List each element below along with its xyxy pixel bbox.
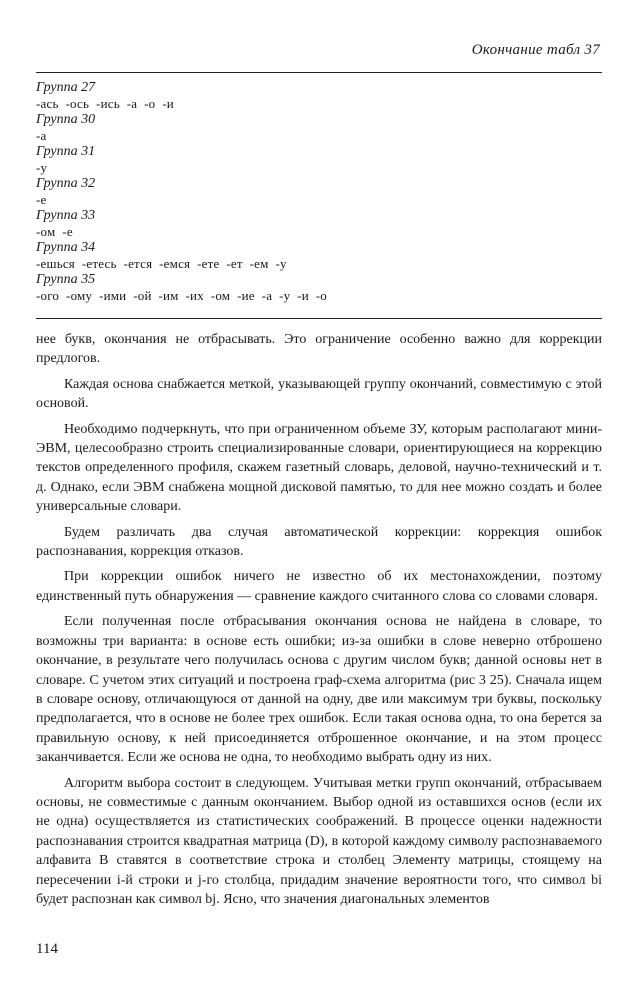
group-endings: -у <box>36 160 48 175</box>
group-title: Группа 30 <box>36 112 96 127</box>
paragraph: нее букв, окончания не отбрасывать. Это ограничение особенно важно для коррекции предлогов. <box>36 332 602 367</box>
group-endings: -ешься -етесь -ется -емся -ете -ет -ем -у <box>36 256 287 271</box>
group-title: Группа 27 <box>36 80 96 95</box>
group-row <box>36 176 602 208</box>
paragraph: Алгоритм выбора состоит в следующем. Учитывая метки групп окончаний, отбрасываем основы, не совместимые с данным окончанием. Выбор одной из оставшихся основ (если их не одна) осуществляется из статистических соображений. В процессе оценки надежности распознавания строится квадратная матрица (D), в которой каждому символу распознаваемого алфавита B ставятся в соответствие строка и столбец Элементу матрицы, стоящему на пересечении i-й строки и j-го столбца, придадим значение вероятности того, что символ bi будет распознан как символ bj. Ясно, что значения диагональных элементов <box>36 775 602 907</box>
group-row <box>36 272 602 304</box>
group-endings: -ась -ось -ись -а -о -и <box>36 96 174 111</box>
group-endings: -е <box>36 192 47 207</box>
group-endings: -ого -ому -ими -ой -им -их -ом -ие -а -у -и -о <box>36 288 328 303</box>
table-top-rule <box>36 72 602 73</box>
group-title: Группа 33 <box>36 208 96 223</box>
group-title: Группа 34 <box>36 240 96 255</box>
group-row <box>36 80 602 112</box>
page-number: 114 <box>36 941 58 957</box>
group-row <box>36 240 602 272</box>
paragraph: Если полученная после отбрасывания окончания основа не найдена в словаре, то возможны три варианта: в основе есть ошибки; из-за ошибки в слове неверно отброшено окончание, в результате чего получилась основа с другим числом букв; данной основы нет в словаре. С учетом этих ситуаций и построена граф-схема алгоритма (рис 3 25). Сначала ищем в словаре основу, отличающуюся от данной на одну, две или максимум три буквы, поскольку предполагается, что в основе не более трех ошибок. Если такая основа одна, то она берется за правильную основу, к ней присоединяется отброшенное окончание, и на этом процесс заканчивается. Если же основа не одна, то необходимо выбрать одну из них. <box>36 614 602 766</box>
table-bottom-rule <box>36 318 602 319</box>
group-row <box>36 112 602 144</box>
group-title: Группа 35 <box>36 272 96 287</box>
group-row <box>36 144 602 176</box>
paragraph: Будем различать два случая автоматической коррекции: коррекция ошибок распознавания, коррекция отказов. <box>36 524 602 560</box>
group-endings: -а <box>36 128 47 143</box>
group-row <box>36 208 602 240</box>
group-endings: -ом -е <box>36 224 73 239</box>
paragraph: При коррекции ошибок ничего не известно об их местонахождении, поэтому единственный путь обнаружения — сравнение каждого считанного слова со словами словаря. <box>36 569 602 604</box>
group-title: Группа 32 <box>36 176 96 191</box>
body-text <box>36 330 602 915</box>
paragraph: Каждая основа снабжается меткой, указывающей группу окончаний, совместимую с этой основой. <box>36 376 602 412</box>
table-continuation-header: Окончание табл 37 <box>471 42 600 58</box>
paragraph: Необходимо подчеркнуть, что при ограниченном объеме ЗУ, которым располагают мини-ЭВМ, целесообразно строить специализированные словари, ориентирующиеся на коррекцию текстов определенного профиля, скажем газетный словарь, деловой, научно-технический и т. д. Однако, если ЭВМ снабжена мощной дисковой памятью, то для нее можно создать и более универсальные словари. <box>36 421 602 515</box>
group-title: Группа 31 <box>36 144 96 159</box>
endings-table <box>36 80 602 304</box>
